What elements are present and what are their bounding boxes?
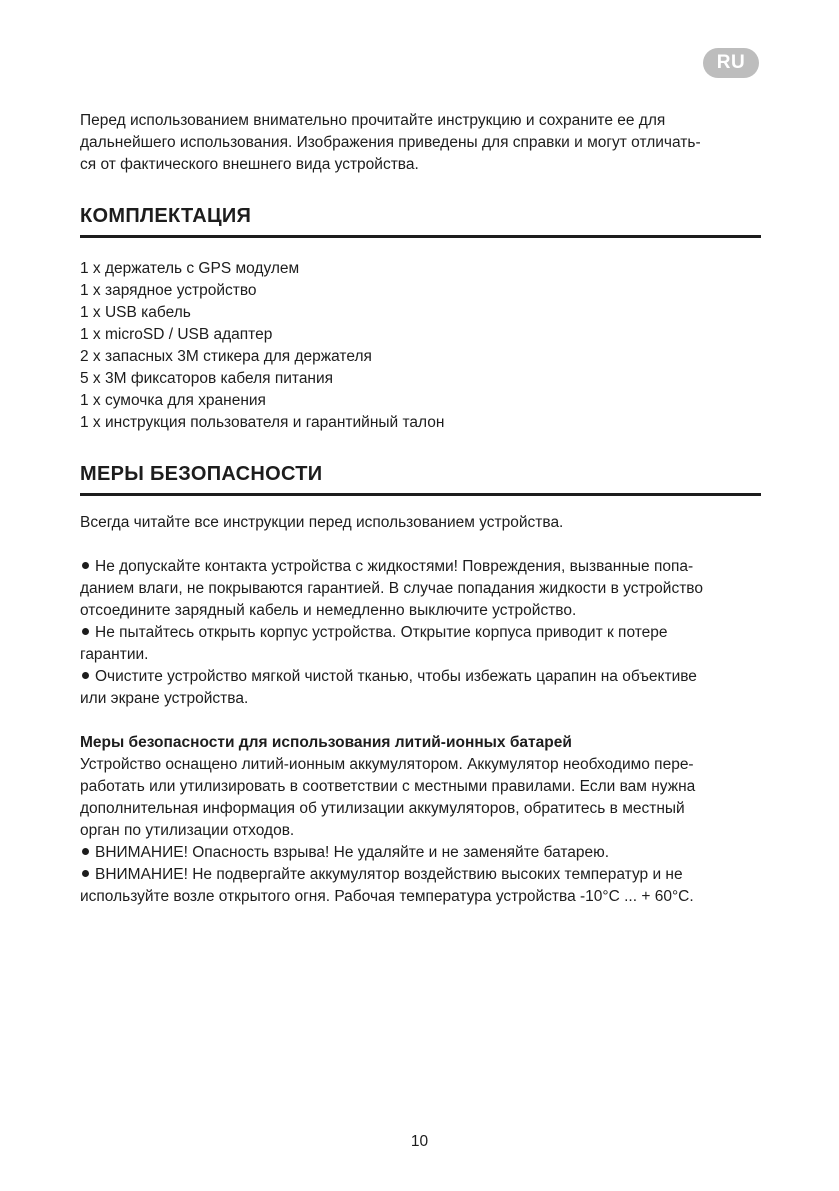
list-item: 2 x запасных 3M стикера для держателя (80, 348, 372, 365)
list-item: 1 x сумочка для хранения (80, 392, 266, 409)
bullet-line: гарантии. (80, 646, 149, 663)
list-item: 1 x зарядное устройство (80, 282, 257, 299)
battery-line: дополнительная информация об утилизации аккумуляторов, обратитесь в местный (80, 800, 685, 817)
bullet-line: Не пытайтесь открыть корпус устройства. Открытие корпуса приводит к потере (95, 624, 668, 641)
bullet-line: Очистите устройство мягкой чистой тканью, чтобы избежать царапин на объективе (95, 668, 697, 685)
kit-section (80, 204, 761, 434)
bullet-icon (82, 870, 89, 877)
intro-line: ся от фактического внешнего вида устройства. (80, 156, 419, 173)
safety-bullet (80, 556, 761, 622)
language-badge: RU (703, 48, 759, 78)
bullet-line: или экране устройства. (80, 690, 249, 707)
bullet-line: Не допускайте контакта устройства с жидкостями! Повреждения, вызванные попа- (95, 558, 694, 575)
battery-subheading: Меры безопасности для использования литий-ионных батарей (80, 734, 572, 751)
safety-bullet (80, 622, 761, 666)
list-item: 1 x держатель с GPS модулем (80, 260, 300, 277)
bullet-line: отсоедините зарядный кабель и немедленно выключите устройство. (80, 602, 577, 619)
bullet-line: ВНИМАНИЕ! Опасность взрыва! Не удаляйте и не заменяйте батарею. (95, 844, 610, 861)
list-item: 1 x microSD / USB адаптер (80, 326, 273, 343)
battery-line: работать или утилизировать в соответствии с местными правилами. Если вам нужна (80, 778, 696, 795)
list-item: 1 x инструкция пользователя и гарантийный талон (80, 414, 445, 431)
bullet-line: используйте возле открытого огня. Рабочая температура устройства -10°C ... + 60°C. (80, 888, 694, 905)
list-item: 1 x USB кабель (80, 304, 191, 321)
bullet-line: данием влаги, не покрываются гарантией. В случае попадания жидкости в устройство (80, 580, 703, 597)
intro-line: дальнейшего использования. Изображения приведены для справки и могут отличать- (80, 134, 701, 151)
intro-line: Перед использованием внимательно прочитайте инструкцию и сохраните ее для (80, 112, 666, 129)
battery-line: орган по утилизации отходов. (80, 822, 295, 839)
document-body (80, 110, 761, 908)
kit-list (80, 258, 761, 434)
safety-section (80, 462, 761, 908)
bullet-icon (82, 848, 89, 855)
bullet-icon (82, 628, 89, 635)
safety-bullet (80, 666, 761, 710)
page-number: 10 (410, 1133, 429, 1150)
battery-line: Устройство оснащено литий-ионным аккумулятором. Аккумулятор необходимо пере- (80, 756, 694, 773)
safety-heading: МЕРЫ БЕЗОПАСНОСТИ (80, 462, 761, 496)
bullet-icon (82, 562, 89, 569)
list-item: 5 x 3M фиксаторов кабеля питания (80, 370, 334, 387)
bullet-icon (82, 672, 89, 679)
safety-lead: Всегда читайте все инструкции перед использованием устройства. (80, 514, 564, 531)
battery-section (80, 732, 761, 908)
kit-heading: КОМПЛЕКТАЦИЯ (80, 204, 761, 238)
intro-paragraph (80, 110, 761, 176)
bullet-line: ВНИМАНИЕ! Не подвергайте аккумулятор воздействию высоких температур и не (95, 866, 683, 883)
